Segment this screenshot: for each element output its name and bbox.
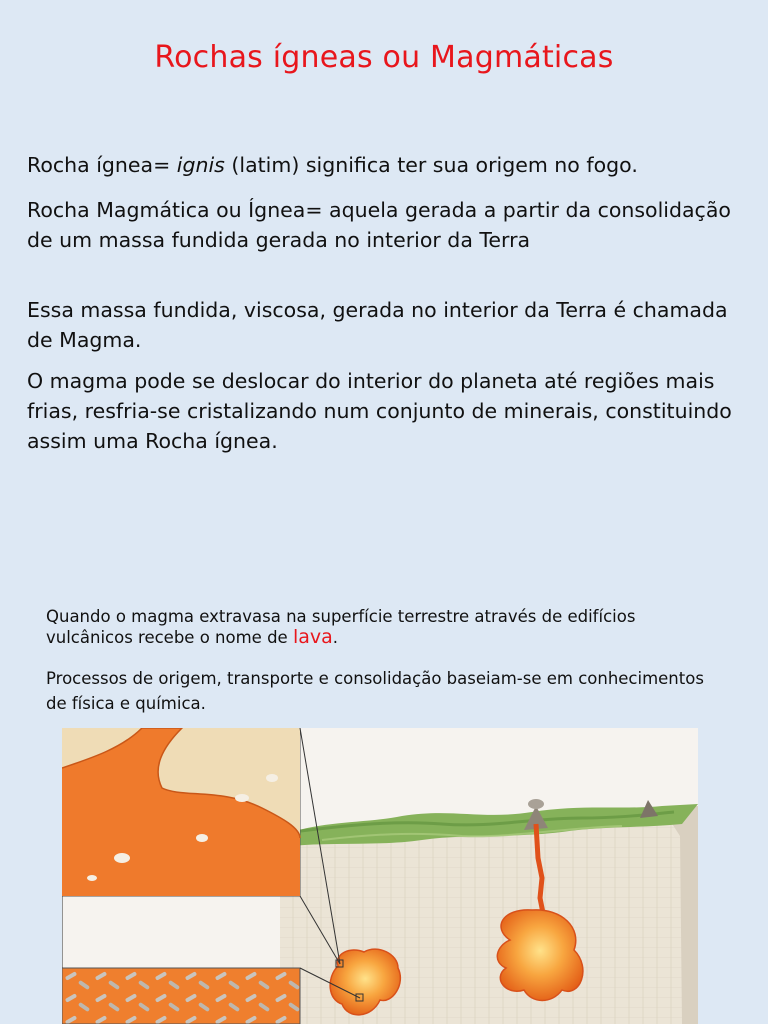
inset-crystallized-minerals — [62, 968, 300, 1024]
paragraph-ignis — [27, 150, 739, 180]
paragraph-magma-cooling: O magma pode se deslocar do interior do planeta até regiões mais frias, resfria-se cristalizando num conjunto de minerais, constituindo assim uma Rocha ígnea. — [27, 369, 732, 453]
paragraph-lava — [46, 606, 706, 648]
paragraph-ignis-end: (latim) significa ter sua origem no fogo. — [224, 153, 638, 177]
paragraph-magma-definition: Essa massa fundida, viscosa, gerada no interior da Terra é chamada de Magma. — [27, 298, 728, 352]
lava-term: lava — [292, 626, 333, 648]
page-title: Rochas ígneas ou Magmáticas — [154, 40, 614, 75]
paragraph-magmatic-definition: Rocha Magmática ou Ígnea= aquela gerada a partir da consolidação de um massa fundida gerada no interior da Terra — [27, 198, 731, 252]
inset-magma-intrusion — [62, 728, 300, 896]
magma-diagram-svg — [62, 728, 698, 1024]
paragraph-ignis-start: Rocha ígnea= — [27, 153, 177, 177]
ignis-term: ignis — [176, 153, 225, 177]
magma-chamber-right — [497, 910, 583, 1001]
paragraph-lava-end: . — [332, 628, 338, 647]
paragraph-lava-start: Quando o magma extravasa na superfície terrestre através de edifícios vulcânicos recebe o nome de — [46, 607, 636, 647]
paragraph-processes: Processos de origem, transporte e consolidação baseiam-se em conhecimentos de física e química. — [46, 669, 704, 713]
magma-illustration — [62, 728, 698, 1024]
